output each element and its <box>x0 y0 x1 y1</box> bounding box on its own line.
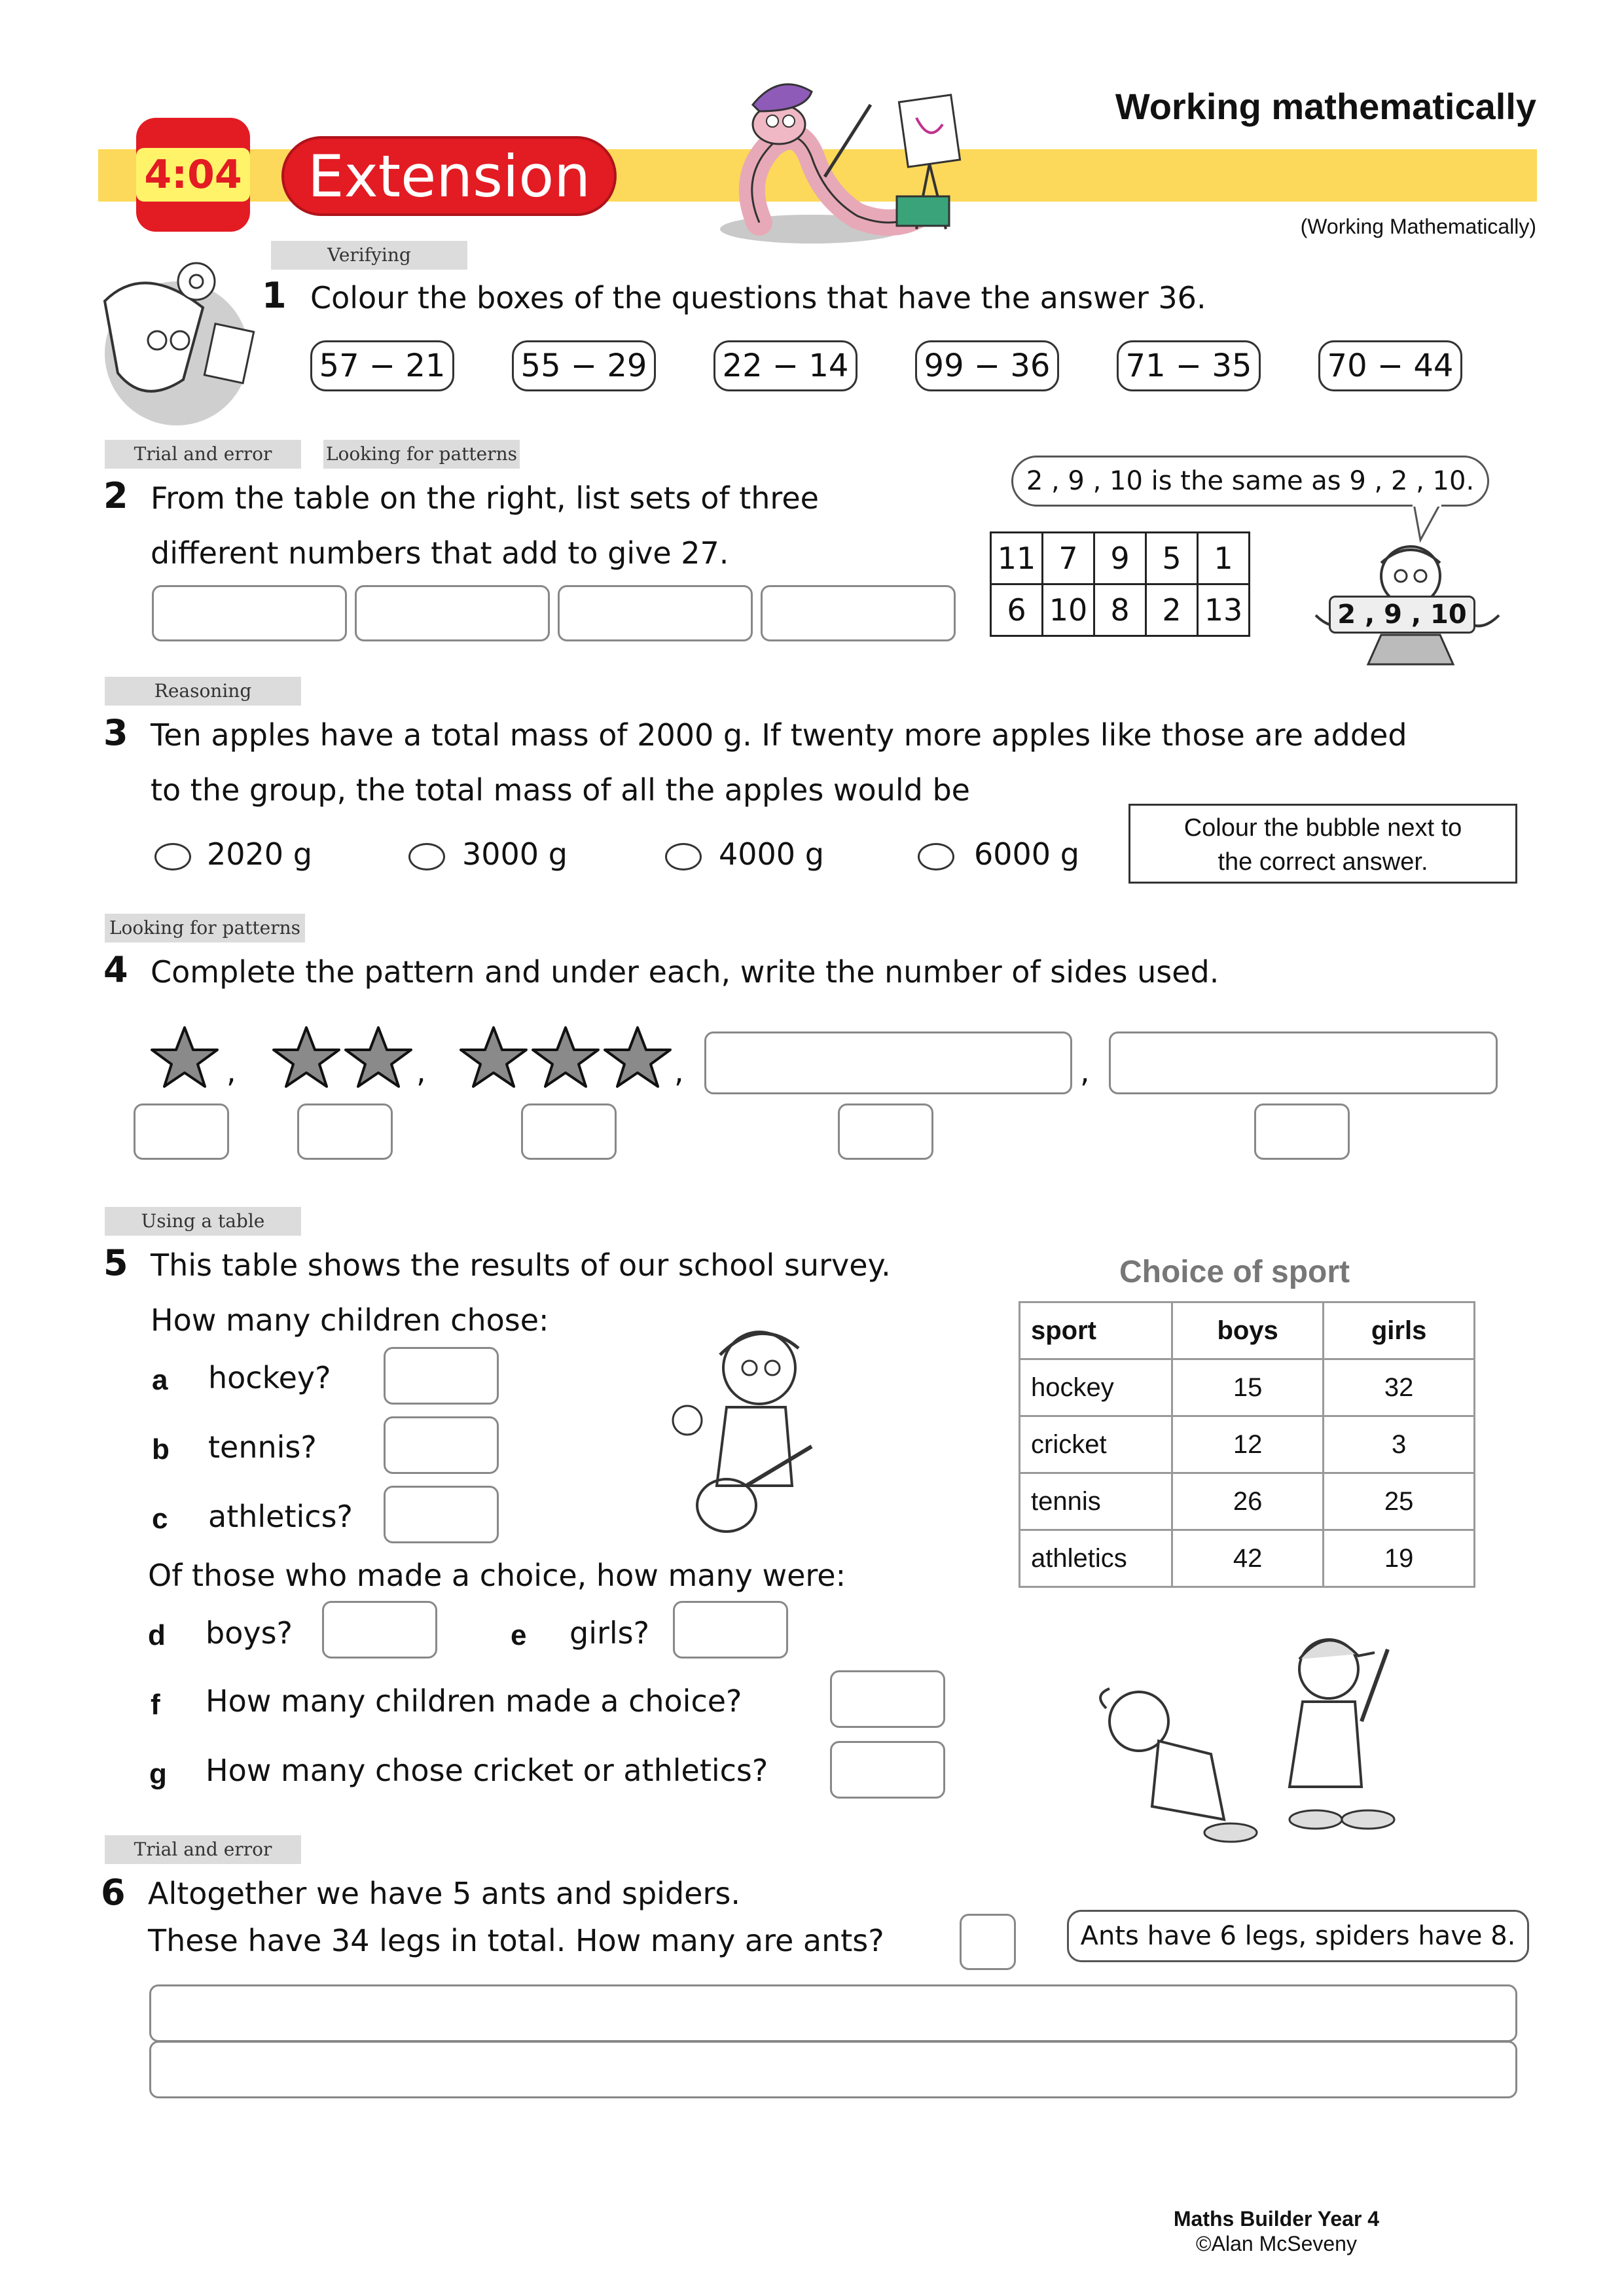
q3-text-line1: Ten apples have a total mass of 2000 g. If twenty more apples like those are added <box>151 717 1407 753</box>
table-header: girls <box>1324 1302 1475 1359</box>
q5f-answer-box[interactable] <box>830 1670 945 1728</box>
q5-part-letter: c <box>152 1503 168 1535</box>
table-cell: cricket <box>1020 1416 1172 1473</box>
q2-skill-tag: Looking for patterns <box>323 440 520 469</box>
q5-prompt2: Of those who made a choice, how many were: <box>148 1558 846 1593</box>
q5-part-letter: e <box>511 1619 527 1651</box>
q5e-answer-box[interactable] <box>673 1601 788 1659</box>
table-row <box>1020 1416 1475 1473</box>
q6-text-line1: Altogether we have 5 ants and spiders. <box>148 1876 740 1911</box>
table-cell: 32 <box>1324 1359 1475 1416</box>
q3-option-label: 2020 g <box>207 836 312 872</box>
q5b-answer-box[interactable] <box>384 1416 499 1474</box>
lesson-code-badge <box>136 118 250 232</box>
q4-sides-answer-box[interactable] <box>134 1103 229 1160</box>
q5-part-text: boys? <box>206 1615 293 1651</box>
q2-answer-box[interactable] <box>558 585 753 641</box>
q2-speech-bubble: 2 , 9 , 10 is the same as 9 , 2 , 10. <box>1011 456 1489 507</box>
table-header: boys <box>1172 1302 1324 1359</box>
q4-separator: , <box>1080 1054 1090 1089</box>
q5-part-letter: b <box>152 1433 170 1465</box>
q5-part-letter: d <box>148 1619 166 1651</box>
q1-option-box[interactable]: 57 − 21 <box>310 340 454 391</box>
grid-cell: 7 <box>1043 533 1094 584</box>
q6-text-line2: These have 34 legs in total. How many are ants? <box>148 1923 884 1958</box>
table-row <box>1020 1359 1475 1416</box>
q3-radio-bubble[interactable] <box>918 843 954 870</box>
q1-number: 1 <box>262 275 287 316</box>
q1-option-box[interactable]: 99 − 36 <box>915 340 1059 391</box>
table-cell: 3 <box>1324 1416 1475 1473</box>
q5g-answer-box[interactable] <box>830 1741 945 1799</box>
q5-number: 5 <box>103 1242 128 1283</box>
q4-pattern-answer-box[interactable] <box>1109 1031 1498 1094</box>
grid-cell: 13 <box>1198 584 1250 636</box>
q3-instruction-line: the correct answer. <box>1218 848 1428 876</box>
table-cell: 15 <box>1172 1359 1324 1416</box>
star-icon <box>267 1024 346 1089</box>
q3-option-label: 6000 g <box>974 836 1079 872</box>
tennis-boy-illustration <box>655 1322 851 1538</box>
q4-sides-answer-box[interactable] <box>838 1103 933 1160</box>
section-subtitle: (Working Mathematically) <box>1300 215 1536 238</box>
lesson-type-pill: Extension <box>281 136 617 216</box>
q5-part-letter: f <box>151 1689 160 1721</box>
q1-skill-tag: Verifying <box>271 241 467 270</box>
star-icon <box>454 1024 533 1089</box>
grid-cell: 5 <box>1146 533 1198 584</box>
q6-skill-tag: Trial and error <box>105 1835 301 1864</box>
q2-skill-tag: Trial and error <box>105 440 301 469</box>
table-header: sport <box>1020 1302 1172 1359</box>
q6-working-line[interactable] <box>149 1984 1517 2042</box>
q3-text-line2: to the group, the total mass of all the apples would be <box>151 772 970 808</box>
q5-prompt: How many children chose: <box>151 1302 549 1338</box>
q5-part-text: How many children made a choice? <box>206 1683 742 1719</box>
table-cell: 19 <box>1324 1530 1475 1587</box>
q4-number: 4 <box>103 949 128 990</box>
q4-sides-answer-box[interactable] <box>297 1103 393 1160</box>
q4-skill-tag: Looking for patterns <box>105 914 305 942</box>
table-cell: 42 <box>1172 1530 1324 1587</box>
q1-text: Colour the boxes of the questions that have the answer 36. <box>310 280 1206 315</box>
q6-number: 6 <box>101 1872 126 1913</box>
q5-part-letter: g <box>149 1758 167 1790</box>
q3-instruction-box <box>1128 804 1517 884</box>
grid-cell: 8 <box>1094 584 1146 636</box>
q2-text-line1: From the table on the right, list sets of three <box>151 480 819 516</box>
q1-option-box[interactable]: 71 − 35 <box>1117 340 1261 391</box>
q1-option-box[interactable]: 70 − 44 <box>1318 340 1462 391</box>
q3-radio-bubble[interactable] <box>154 843 191 870</box>
q5d-answer-box[interactable] <box>322 1601 437 1659</box>
table-cell: hockey <box>1020 1359 1172 1416</box>
q5-part-text: athletics? <box>208 1499 353 1534</box>
q4-separator: , <box>674 1054 684 1089</box>
worm-painter-illustration <box>700 65 975 262</box>
q5-part-text: girls? <box>569 1615 650 1651</box>
q4-separator: , <box>226 1054 236 1089</box>
table-row <box>1020 1530 1475 1587</box>
q3-radio-bubble[interactable] <box>665 843 702 870</box>
star-icon <box>598 1024 677 1089</box>
q5-part-letter: a <box>152 1364 168 1396</box>
table-cell: athletics <box>1020 1530 1172 1587</box>
star-icon <box>145 1024 224 1089</box>
q3-option-label: 4000 g <box>719 836 824 872</box>
q5-text: This table shows the results of our school survey. <box>151 1247 891 1283</box>
q2-answer-box[interactable] <box>152 585 347 641</box>
q4-sides-answer-box[interactable] <box>1254 1103 1350 1160</box>
q2-sign: 2 , 9 , 10 <box>1329 596 1475 634</box>
q4-pattern-answer-box[interactable] <box>704 1031 1072 1094</box>
q3-radio-bubble[interactable] <box>408 843 445 870</box>
q2-text-line2: different numbers that add to give 27. <box>151 535 729 571</box>
q3-option-label: 3000 g <box>462 836 568 872</box>
grid-cell: 10 <box>1043 584 1094 636</box>
table-row <box>1020 1473 1475 1530</box>
q6-working-line[interactable] <box>149 2041 1517 2098</box>
grid-cell: 9 <box>1094 533 1146 584</box>
q2-number: 2 <box>103 475 128 516</box>
footer-book-title: Maths Builder Year 4 <box>1173 2207 1380 2231</box>
q6-hint-box: Ants have 6 legs, spiders have 8. <box>1067 1910 1529 1962</box>
grid-cell: 2 <box>1146 584 1198 636</box>
table-cell: 12 <box>1172 1416 1324 1473</box>
q5c-answer-box[interactable] <box>384 1486 499 1543</box>
section-title: Working mathematically <box>1115 86 1536 127</box>
grid-cell: 6 <box>991 584 1043 636</box>
running-kids-illustration <box>1080 1623 1407 1859</box>
thinking-cartoon-illustration <box>65 249 262 425</box>
q4-sides-answer-box[interactable] <box>521 1103 617 1160</box>
sport-table-title: Choice of sport <box>1119 1255 1350 1289</box>
q3-number: 3 <box>103 712 128 753</box>
table-cell: 25 <box>1324 1473 1475 1530</box>
q2-answer-box[interactable] <box>355 585 550 641</box>
q4-separator: , <box>416 1054 426 1089</box>
q5-part-text: How many chose cricket or athletics? <box>206 1753 768 1788</box>
q4-text: Complete the pattern and under each, write the number of sides used. <box>151 954 1219 990</box>
star-icon <box>526 1024 605 1089</box>
grid-cell: 11 <box>991 533 1043 584</box>
footer-copyright: ©Alan McSeveny <box>1196 2232 1357 2255</box>
q5-part-text: tennis? <box>208 1429 317 1465</box>
table-cell: 26 <box>1172 1473 1324 1530</box>
grid-cell: 1 <box>1198 533 1250 584</box>
q5-part-text: hockey? <box>208 1360 331 1395</box>
star-icon <box>339 1024 418 1089</box>
q2-number-grid <box>990 531 1250 637</box>
q3-skill-tag: Reasoning <box>105 677 301 706</box>
q3-instruction-line: Colour the bubble next to <box>1183 814 1462 842</box>
sport-survey-table <box>1019 1301 1475 1588</box>
q5-skill-tag: Using a table <box>105 1207 301 1236</box>
q1-option-box[interactable]: 55 − 29 <box>512 340 656 391</box>
q2-answer-box[interactable] <box>761 585 956 641</box>
lesson-code: 4:04 <box>136 148 249 202</box>
q6-answer-box[interactable] <box>960 1914 1016 1970</box>
q1-option-box[interactable]: 22 − 14 <box>713 340 857 391</box>
table-cell: tennis <box>1020 1473 1172 1530</box>
q5a-answer-box[interactable] <box>384 1347 499 1405</box>
